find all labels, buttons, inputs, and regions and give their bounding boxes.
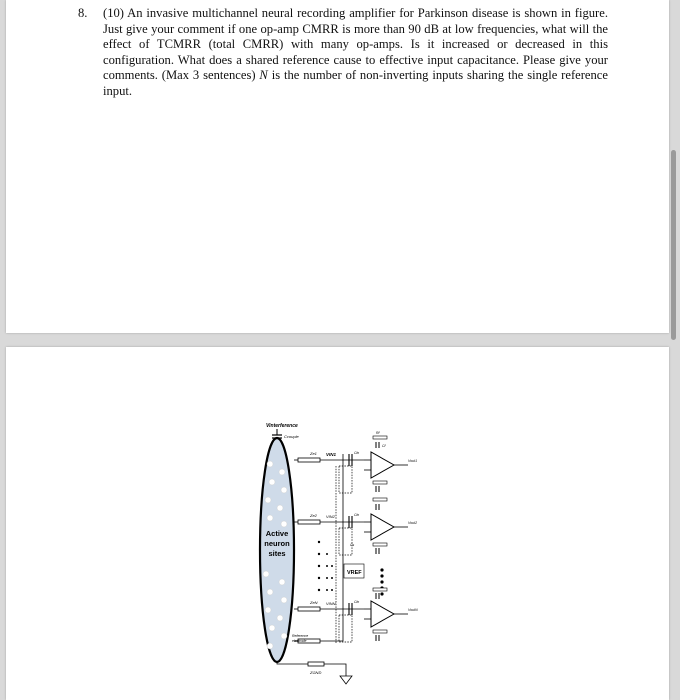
voutn-label: VoutN	[408, 608, 418, 612]
ze1-label: Ze1	[310, 451, 317, 456]
zgnd-resistor	[308, 662, 324, 666]
vinn-label: VINN	[326, 601, 336, 606]
active-label-3: sites	[268, 549, 286, 558]
amplifier-stage-2	[349, 498, 408, 554]
amplifier-figure	[246, 414, 436, 689]
scrollbar[interactable]	[671, 150, 676, 340]
vref-label: VREF	[347, 570, 362, 576]
cin-label-2: Cin	[354, 513, 360, 517]
ze1-resistor	[298, 458, 320, 462]
vin1-label: VIN1	[326, 452, 337, 457]
ground-icon	[340, 676, 352, 684]
question-text	[103, 6, 608, 100]
ccouple-label: Ccouple	[284, 434, 299, 439]
interference-label: Vinterference	[266, 423, 298, 429]
ellipsis-dots-left	[318, 541, 333, 591]
rf-label-1: Rf	[376, 431, 380, 435]
zgnd-label: ZGND	[310, 670, 322, 675]
question-block	[78, 6, 608, 100]
vout1-label: Vout1	[408, 459, 418, 463]
cin-label-1: Cin	[354, 451, 360, 455]
ref-electrode-label-1: Reference	[292, 634, 309, 638]
ze2-label: Ze2	[310, 513, 317, 518]
active-label-1: Active	[265, 529, 289, 538]
zen-resistor	[298, 607, 320, 611]
reference-bus	[336, 466, 352, 644]
ze2-resistor	[298, 520, 320, 524]
vin2-label: VIN2	[326, 514, 335, 519]
cin-label-n: Cin	[354, 600, 360, 604]
amplifier-stage-1	[349, 436, 408, 492]
vout2-label: Vout2	[408, 521, 418, 525]
ellipsis-dots-right	[380, 568, 383, 595]
question-points: (10)	[103, 6, 124, 20]
question-number: 8.	[78, 6, 88, 20]
question-variable-n: N	[259, 68, 268, 83]
ref-electrode-label-2: electrode	[292, 639, 307, 643]
question-text-part2: is the number of non-inverting inputs sharing the single reference input.	[103, 68, 608, 98]
question-text-part1: An invasive multichannel neural recording amplifier for Parkinson disease is shown in figure. Just give your comment if one op-amp CMRR is more than 90 dB at low frequencies, what will the effect of TCMRR (total CMRR) with many op-amps. Is it increased or decreased in this configuration. What does a shared reference cause to effective input capacitance. Please give your comments. (Max 3 sentences)	[103, 6, 608, 83]
circuit-diagram	[246, 414, 436, 689]
active-label-2: neuron	[264, 539, 290, 548]
cs-label-2: Cs	[350, 543, 355, 547]
amplifier-stage-n	[349, 588, 408, 641]
cf-label-1: Cf	[382, 444, 386, 448]
zen-label: ZeN	[310, 600, 318, 605]
